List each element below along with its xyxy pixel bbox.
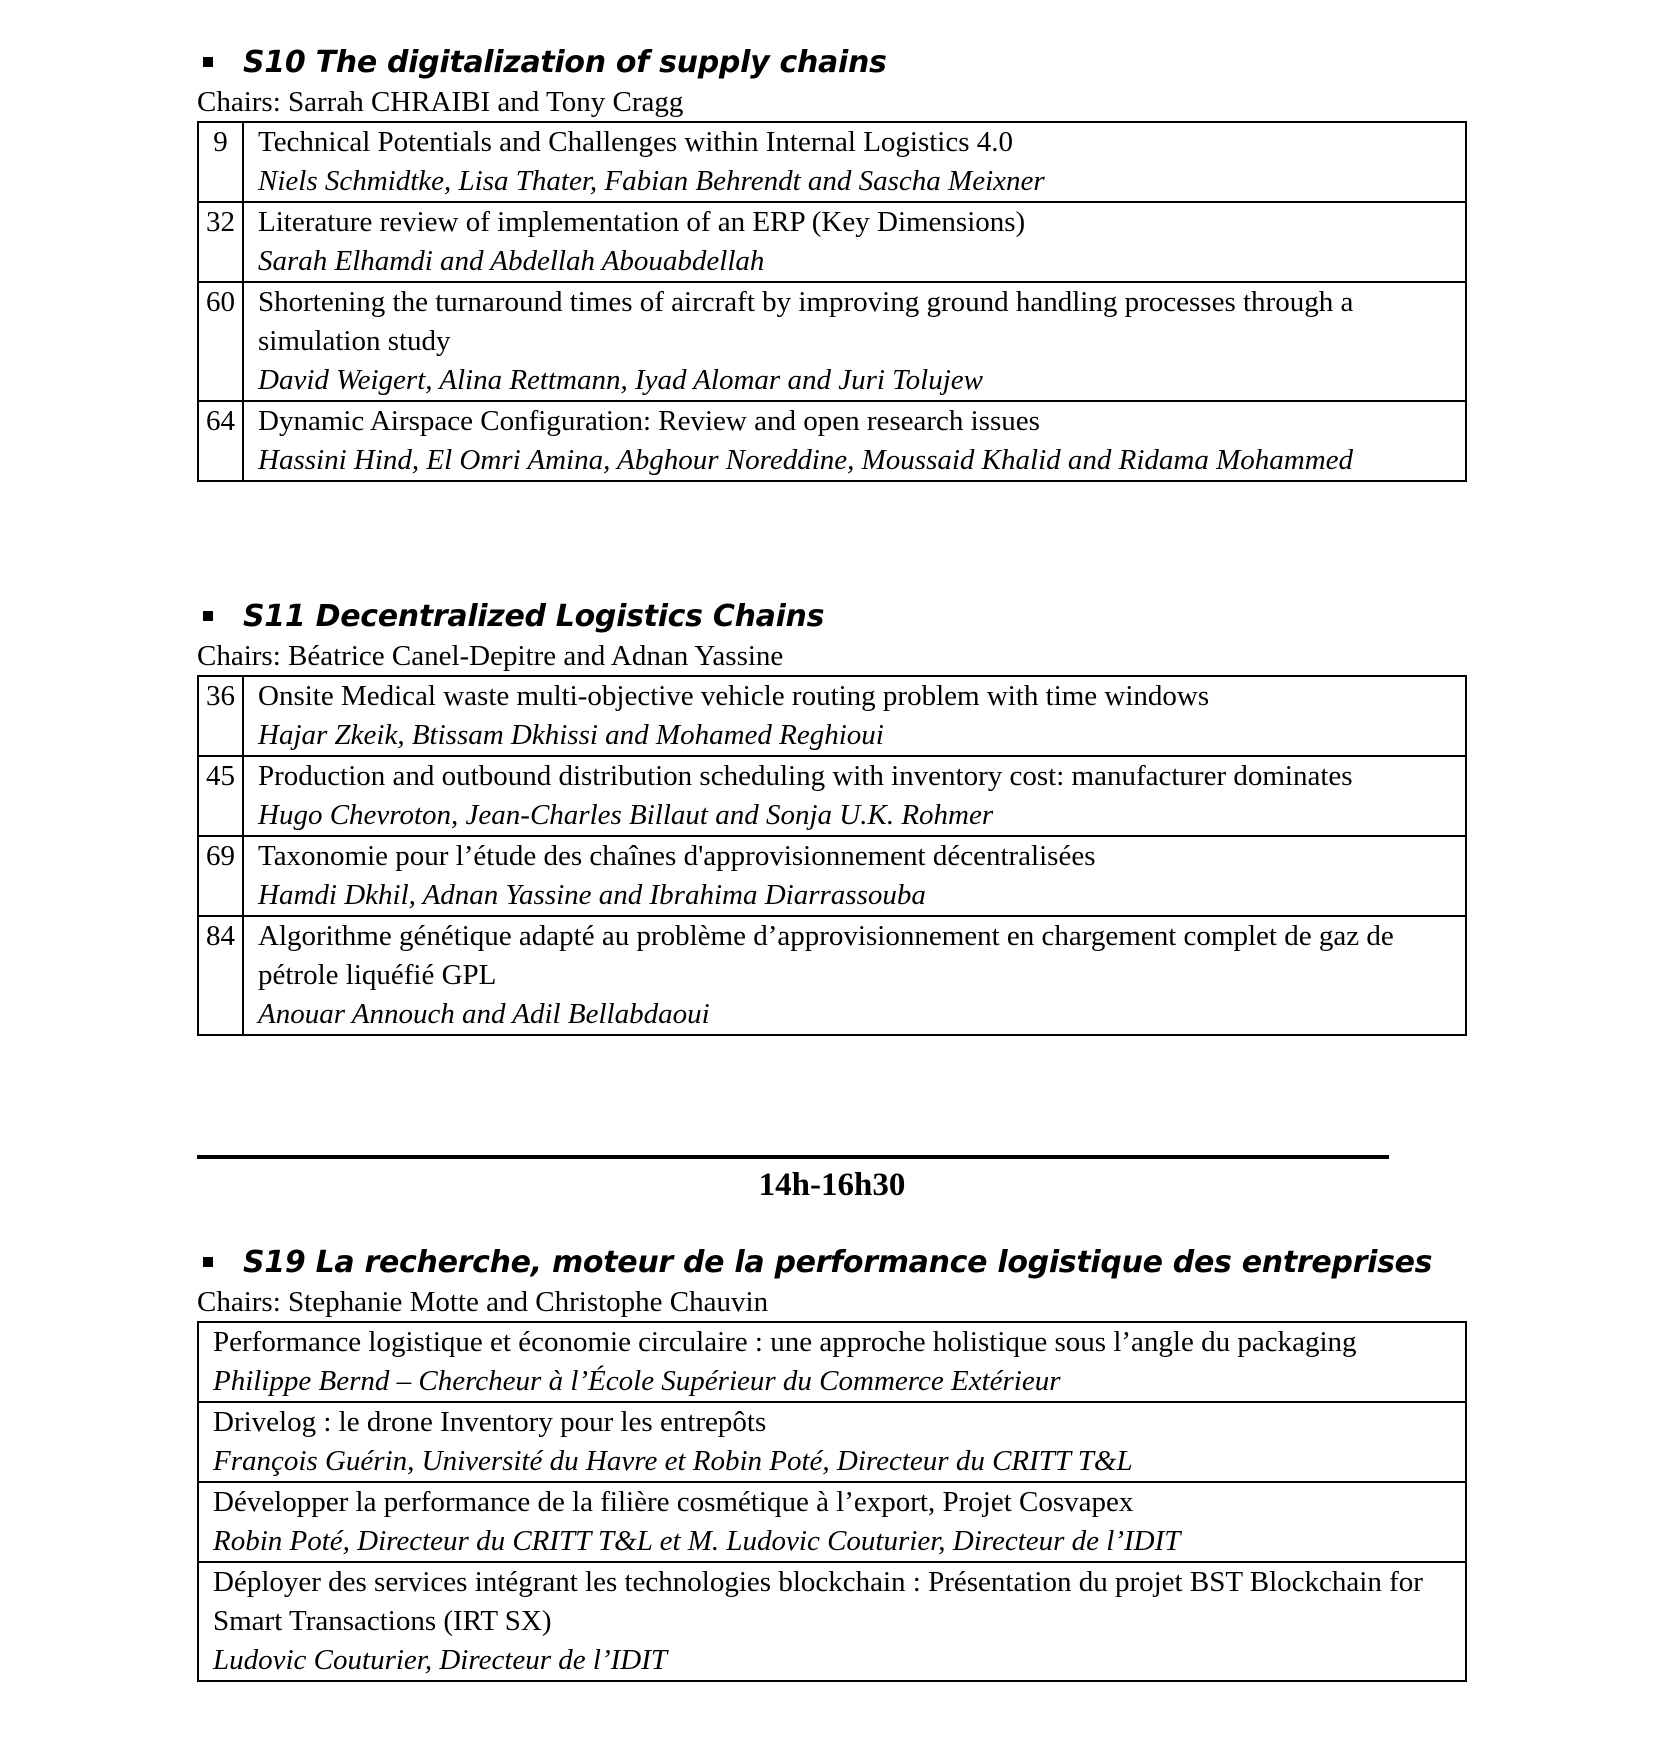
table-row <box>198 1562 1466 1681</box>
paper-authors: Hugo Chevroton, Jean-Charles Billaut and Sonja U.K. Rohmer <box>258 799 994 831</box>
session-chairs: Chairs: Sarrah CHRAIBI and Tony Cragg <box>197 86 684 118</box>
session-chairs: Chairs: Stephanie Motte and Christophe Chauvin <box>197 1286 769 1318</box>
paper-number: 69 <box>198 836 243 916</box>
table-row <box>198 1482 1466 1562</box>
talk-title: Déployer des services intégrant les technologies blockchain : Présentation du projet BST Blockchain for Smart Transactions (IRT SX) <box>213 1566 1423 1637</box>
section-divider <box>197 1155 1389 1159</box>
talk-cell <box>198 1402 1466 1482</box>
paper-title: Taxonomie pour l’étude des chaînes d'approvisionnement décentralisées <box>258 840 1096 872</box>
paper-cell <box>243 676 1466 756</box>
table-row <box>198 676 1466 756</box>
talk-speakers: Ludovic Couturier, Directeur de l’IDIT <box>213 1644 668 1676</box>
talk-speakers: François Guérin, Université du Havre et Robin Poté, Directeur du CRITT T&L <box>213 1445 1133 1477</box>
papers-table <box>197 121 1467 482</box>
session-title: S10 The digitalization of supply chains <box>243 44 887 80</box>
paper-number: 60 <box>198 282 243 401</box>
paper-authors: Hamdi Dkhil, Adnan Yassine and Ibrahima Diarrassouba <box>258 879 926 911</box>
paper-authors: Hassini Hind, El Omri Amina, Abghour Noreddine, Moussaid Khalid and Ridama Mohammed <box>258 444 1354 476</box>
table-row <box>198 1402 1466 1482</box>
table-row <box>198 202 1466 282</box>
paper-title: Shortening the turnaround times of aircraft by improving ground handling processes through a simulation study <box>258 286 1354 357</box>
session-s10 <box>197 42 1467 482</box>
bullet-icon <box>203 1257 213 1267</box>
talk-speakers: Philippe Bernd – Chercheur à l’École Supérieur du Commerce Extérieur <box>213 1365 1061 1397</box>
paper-title: Production and outbound distribution scheduling with inventory cost: manufacturer dominates <box>258 760 1353 792</box>
talk-title: Développer la performance de la filière cosmétique à l’export, Projet Cosvapex <box>213 1486 1134 1518</box>
session-heading <box>197 596 1467 636</box>
paper-authors: Sarah Elhamdi and Abdellah Abouabdellah <box>258 245 765 277</box>
paper-cell <box>243 202 1466 282</box>
paper-number: 36 <box>198 676 243 756</box>
session-s11 <box>197 596 1467 1036</box>
table-row <box>198 401 1466 481</box>
table-row <box>198 756 1466 836</box>
paper-authors: Anouar Annouch and Adil Bellabdaoui <box>258 998 710 1030</box>
table-row <box>198 1322 1466 1402</box>
paper-title: Literature review of implementation of an ERP (Key Dimensions) <box>258 206 1026 238</box>
talk-cell <box>198 1482 1466 1562</box>
table-row <box>198 282 1466 401</box>
session-heading <box>197 42 1467 82</box>
bullet-icon <box>203 611 213 621</box>
table-row <box>198 122 1466 202</box>
paper-title: Technical Potentials and Challenges within Internal Logistics 4.0 <box>258 126 1014 158</box>
paper-number: 84 <box>198 916 243 1035</box>
paper-number: 45 <box>198 756 243 836</box>
bullet-icon <box>203 57 213 67</box>
session-chairs: Chairs: Béatrice Canel-Depitre and Adnan Yassine <box>197 640 784 672</box>
session-title: S11 Decentralized Logistics Chains <box>243 598 825 634</box>
table-row <box>198 916 1466 1035</box>
talk-cell <box>198 1562 1466 1681</box>
paper-authors: David Weigert, Alina Rettmann, Iyad Alomar and Juri Tolujew <box>258 364 983 396</box>
paper-authors: Hajar Zkeik, Btissam Dkhissi and Mohamed Reghioui <box>258 719 884 751</box>
paper-number: 64 <box>198 401 243 481</box>
paper-cell <box>243 916 1466 1035</box>
paper-number: 9 <box>198 122 243 202</box>
session-heading <box>197 1242 1467 1282</box>
paper-authors: Niels Schmidtke, Lisa Thater, Fabian Behrendt and Sascha Meixner <box>258 165 1045 197</box>
talk-cell <box>198 1322 1466 1402</box>
talk-title: Drivelog : le drone Inventory pour les entrepôts <box>213 1406 767 1438</box>
paper-cell <box>243 401 1466 481</box>
talks-table <box>197 1321 1467 1682</box>
papers-table <box>197 675 1467 1036</box>
paper-cell <box>243 836 1466 916</box>
paper-number: 32 <box>198 202 243 282</box>
table-row <box>198 836 1466 916</box>
session-s19 <box>197 1242 1467 1682</box>
talk-title: Performance logistique et économie circulaire : une approche holistique sous l’angle du packaging <box>213 1326 1357 1358</box>
paper-title: Dynamic Airspace Configuration: Review and open research issues <box>258 405 1040 437</box>
paper-cell <box>243 756 1466 836</box>
session-title: S19 La recherche, moteur de la performance logistique des entreprises <box>243 1244 1433 1280</box>
paper-title: Algorithme génétique adapté au problème d’approvisionnement en chargement complet de gaz de pétrole liquéfié GPL <box>258 920 1394 991</box>
paper-cell <box>243 122 1466 202</box>
time-slot-heading: 14h-16h30 <box>758 1167 906 1203</box>
paper-cell <box>243 282 1466 401</box>
talk-speakers: Robin Poté, Directeur du CRITT T&L et M. Ludovic Couturier, Directeur de l’IDIT <box>213 1525 1181 1557</box>
paper-title: Onsite Medical waste multi-objective vehicle routing problem with time windows <box>258 680 1210 712</box>
